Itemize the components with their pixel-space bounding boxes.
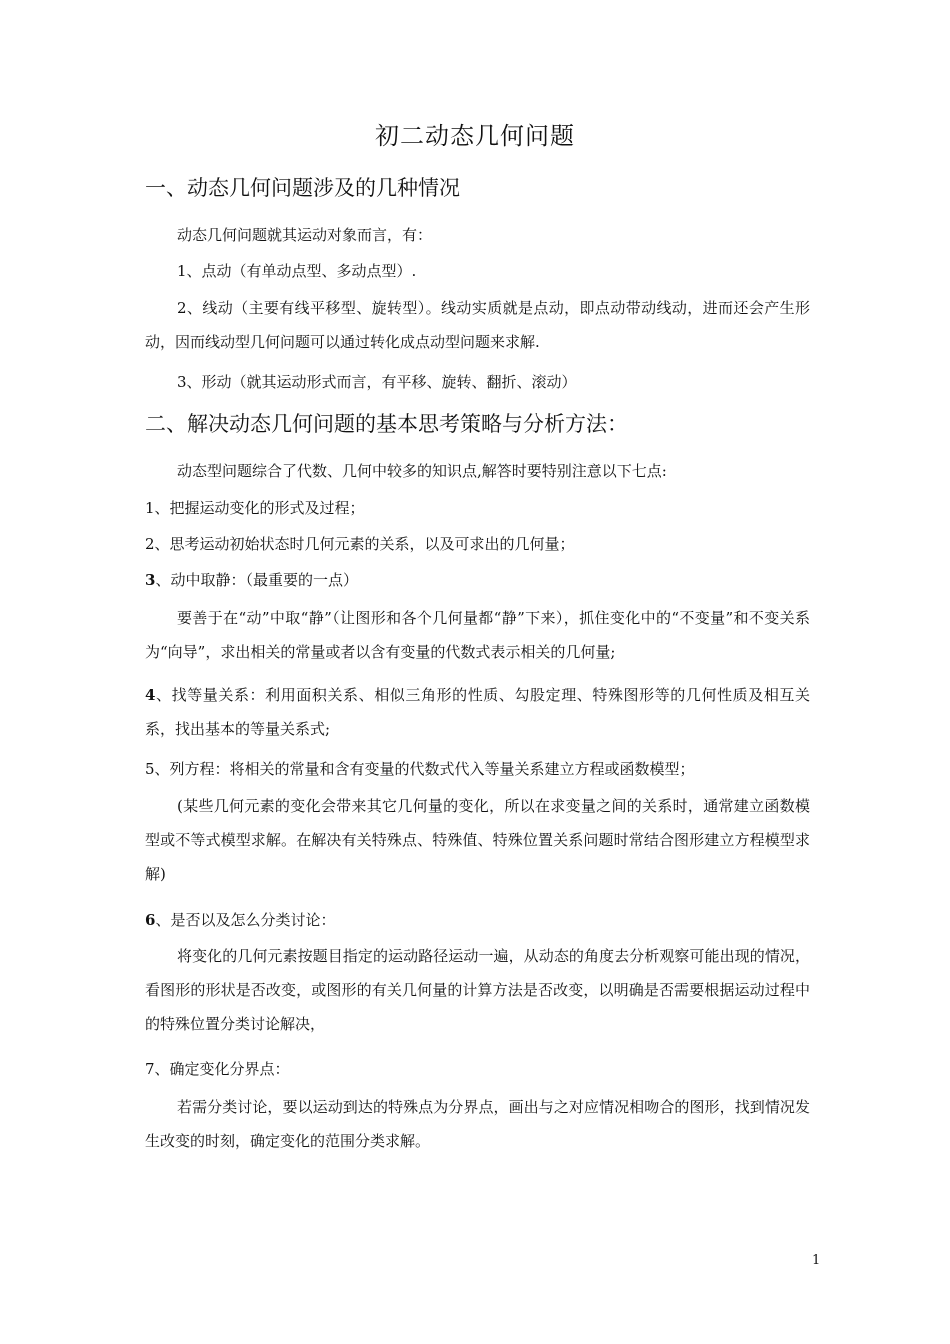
- section2-point2: 2、思考运动初始状态时几何元素的关系，以及可求出的几何量；: [145, 535, 575, 553]
- section1-heading: 一、动态几何问题涉及的几种情况: [145, 176, 460, 200]
- document-title: 初二动态几何问题: [375, 122, 575, 150]
- section1-intro: 动态几何问题就其运动对象而言，有：: [177, 226, 433, 244]
- section2-heading: 二、解决动态几何问题的基本思考策略与分析方法：: [145, 412, 628, 436]
- section2-point7: 7、确定变化分界点：: [145, 1060, 290, 1078]
- point6-number: 6: [145, 911, 156, 929]
- point6-text: 、是否以及怎么分类讨论：: [155, 911, 336, 929]
- section2-point3: [145, 563, 810, 597]
- section2-point3-body: 要善于在“动”中取“静”（让图形和各个几何量都“静”下来），抓住变化中的“不变量”和不变关系为“向导”，求出相关的常量或者以含有变量的代数式表示相关的几何量;: [145, 609, 810, 661]
- page-number: 1: [812, 1253, 821, 1268]
- section1-item2: 2、线动（主要有线平移型、旋转型）。线动实质就是点动，即点动带动线动，进而还会产生形动，因而线动型几何问题可以通过转化成点动型问题来求解.: [145, 299, 810, 351]
- section1-item1: 1、点动（有单动点型、多动点型）.: [177, 262, 417, 280]
- section2-point5-body: (某些几何元素的变化会带来其它几何量的变化，所以在求变量之间的关系时，通常建立函数模型或不等式模型求解。在解决有关特殊点、特殊值、特殊位置关系问题时常结合图形建立方程模型求解): [145, 797, 810, 883]
- section2-point4: [145, 678, 810, 746]
- section2-point7-body: 若需分类讨论，要以运动到达的特殊点为分界点，画出与之对应情况相吻合的图形，找到情况发生改变的时刻，确定变化的范围分类求解。: [145, 1098, 810, 1150]
- section2-intro: 动态型问题综合了代数、几何中较多的知识点,解答时要特别注意以下七点:: [177, 462, 667, 480]
- point3-number: 3: [145, 571, 156, 589]
- section2-point6-body: 将变化的几何元素按题目指定的运动路径运动一遍，从动态的角度去分析观察可能出现的情况，看图形的形状是否改变，或图形的有关几何量的计算方法是否改变，以明确是否需要根据运动过程中的特殊位置分类讨论解决，: [145, 947, 810, 1033]
- section2-point6: [145, 903, 810, 937]
- point4-text: 、找等量关系：利用面积关系、相似三角形的性质、勾股定理、特殊图形等的几何性质及相互关系，找出基本的等量关系式;: [145, 686, 810, 738]
- section1-item3: 3、形动（就其运动形式而言，有平移、旋转、翻折、滚动）: [177, 373, 577, 391]
- section2-point5: 5、列方程：将相关的常量和含有变量的代数式代入等量关系建立方程或函数模型；: [145, 760, 695, 778]
- section2-point1: 1、把握运动变化的形式及过程；: [145, 499, 365, 517]
- point4-number: 4: [145, 686, 156, 704]
- point3-text: 、动中取静：（最重要的一点）: [155, 571, 358, 589]
